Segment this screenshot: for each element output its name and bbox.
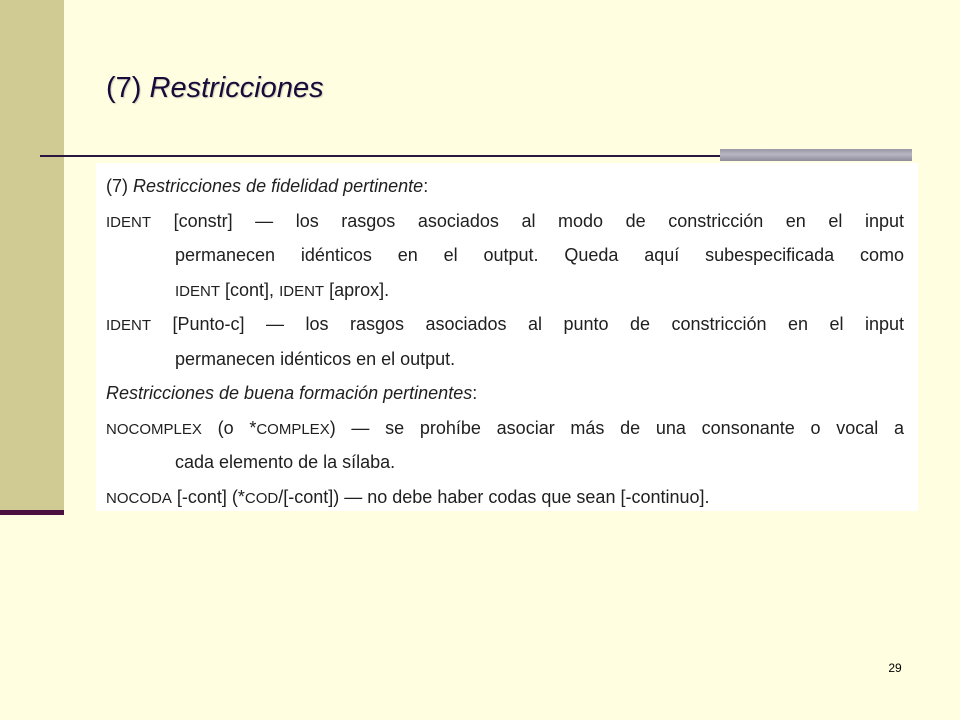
ident-constr-line-2: permanecen idénticos en el output. Queda aquí subespecificada como: [175, 245, 904, 265]
heading-fidelity: [106, 169, 904, 204]
heading-fidelity-colon: :: [423, 176, 429, 196]
ident-constr-line-3-abbr1: IDENT: [175, 282, 220, 300]
ident-punto-line-1-text: [Punto-c] — los rasgos asociados al punto de constricción en el input: [172, 314, 904, 334]
nocomplex-abbr2: COMPLEX: [256, 420, 330, 438]
text-panel: [96, 163, 918, 511]
heading-well-formedness-text: Restricciones de buena formación pertinentes: [106, 383, 473, 403]
ident-constr-line-1: [106, 204, 904, 239]
heading-well-formedness-colon: :: [472, 383, 478, 403]
ident-constr-line-3: [106, 273, 904, 308]
heading-fidelity-number: (7): [106, 176, 128, 196]
title-rule-accent: [720, 149, 912, 161]
slide-title-text: Restricciones: [149, 72, 324, 104]
heading-well-formedness: [106, 376, 904, 411]
nocoda-abbr: NOCODA: [106, 489, 172, 507]
side-bar: [0, 0, 64, 512]
nocomplex-line-1: [106, 411, 904, 446]
ident-constr-line-3-abbr2: IDENT: [279, 282, 325, 300]
heading-fidelity-text: Restricciones de fidelidad pertinente: [133, 176, 424, 196]
ident-constr-line-3-end: [aprox].: [329, 279, 390, 300]
nocomplex-line-1-rest: ) — se prohíbe asociar más de una consonante o vocal a: [329, 417, 904, 438]
slide-title-number: (7): [106, 72, 142, 104]
ident-constr-line-1-text: [constr] — los rasgos asociados al modo de constricción en el input: [173, 210, 904, 231]
side-bar-cap: [0, 510, 64, 515]
ident-punto-abbr: IDENT: [106, 317, 151, 334]
nocoda-abbr2: COD: [244, 489, 279, 507]
nocomplex-paren-open: (o *: [217, 417, 257, 438]
nocoda-line: [106, 480, 904, 515]
ident-constr-line-3-mid: [cont],: [225, 279, 275, 300]
page-number: 29: [888, 661, 902, 675]
slide-title: [106, 72, 324, 105]
ident-punto-line-1: [106, 307, 904, 342]
nocomplex-abbr: NOCOMPLEX: [106, 420, 202, 438]
ident-punto-line-2: permanecen idénticos en el output.: [175, 348, 456, 369]
ident-constr-abbr: IDENT: [106, 213, 151, 231]
nocoda-part1: [-cont] (*: [176, 486, 245, 507]
nocomplex-line-2: cada elemento de la sílaba.: [175, 452, 396, 472]
nocoda-part2: /[-cont]) — no debe haber codas que sean [-continuo].: [278, 486, 710, 507]
